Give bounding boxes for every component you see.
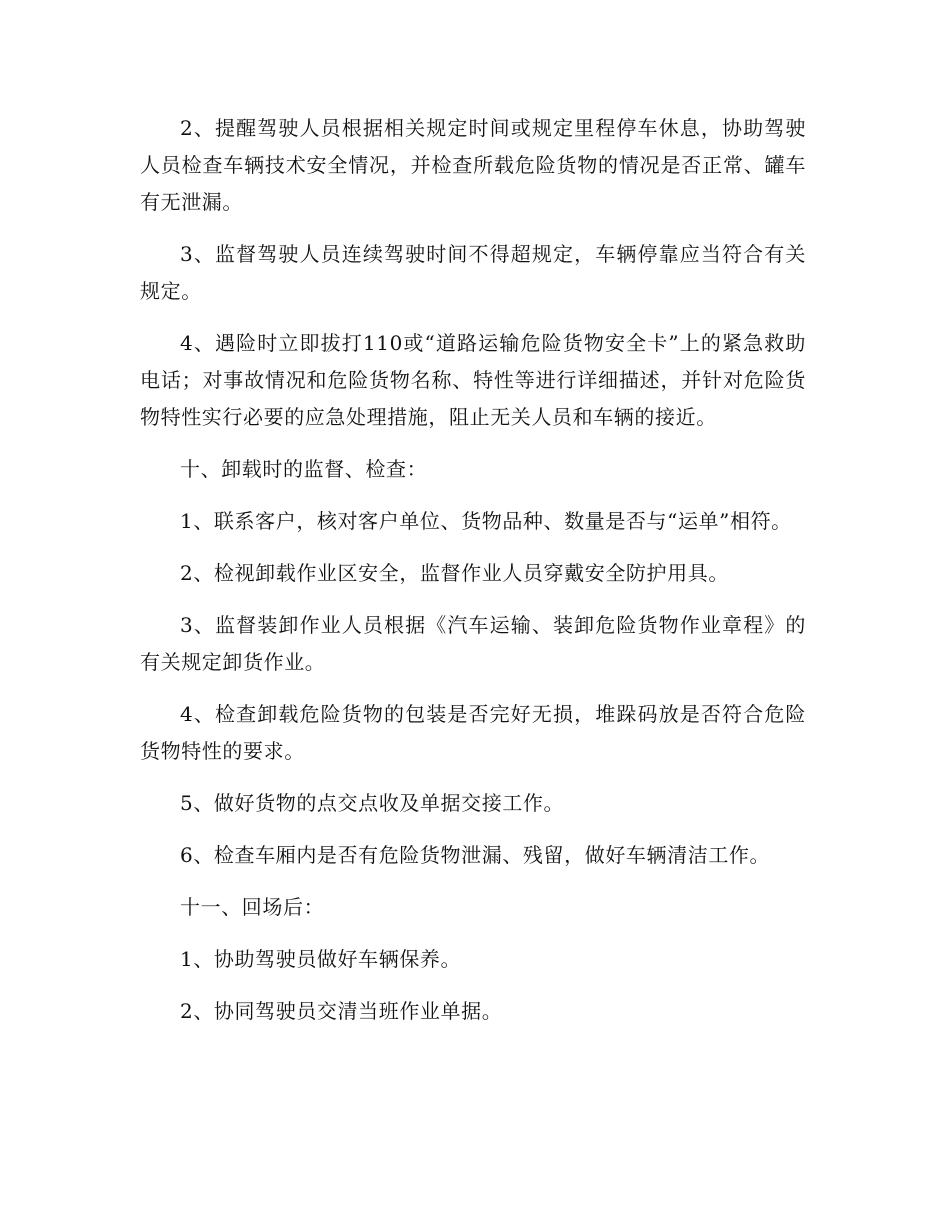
- paragraph-5-handover: 5、做好货物的点交点收及单据交接工作。: [180, 791, 565, 815]
- document-body: [140, 110, 806, 1030]
- paragraph-4-packaging-check: 4、检查卸载危险货物的包装是否完好无损，堆跺码放是否符合危险货物特性的要求。: [140, 702, 806, 763]
- paragraph-2-inspect-area: 2、检视卸载作业区安全，监督作业人员穿戴安全防护用具。: [180, 561, 729, 585]
- paragraph-3-unloading-rules: 3、监督装卸作业人员根据《汽车运输、装卸危险货物作业章程》的有关规定卸货作业。: [140, 613, 806, 674]
- paragraph-1-maintenance: 1、协助驾驶员做好车辆保养。: [180, 947, 462, 971]
- paragraph-2-rest-stop: 2、提醒驾驶人员根据相关规定时间或规定里程停车休息，协助驾驶人员检查车辆技术安全情况，并检查所载危险货物的情况是否正常、罐车有无泄漏。: [140, 116, 806, 214]
- paragraph-3-driving-time: 3、监督驾驶人员连续驾驶时间不得超规定，车辆停靠应当符合有关规定。: [140, 242, 806, 303]
- paragraph-1-contact-customer: 1、联系客户，核对客户单位、货物品种、数量是否与“运单”相符。: [180, 509, 792, 533]
- paragraph-4-emergency: 4、遇险时立即拔打110或“道路运输危险货物安全卡”上的紧急救助电话；对事故情况和危险货物名称、特性等进行详细描述，并针对危险货物特性实行必要的应急处理措施，阻止无关人员和车辆的接近。: [140, 331, 806, 429]
- paragraph-6-cleaning: 6、检查车厢内是否有危险货物泄漏、残留，做好车辆清洁工作。: [180, 843, 771, 867]
- section-heading-unloading: 十、卸载时的监督、检查：: [180, 457, 428, 481]
- section-heading-return: 十一、回场后：: [180, 895, 325, 919]
- paragraph-2-documents: 2、协同驾驶员交清当班作业单据。: [180, 999, 503, 1023]
